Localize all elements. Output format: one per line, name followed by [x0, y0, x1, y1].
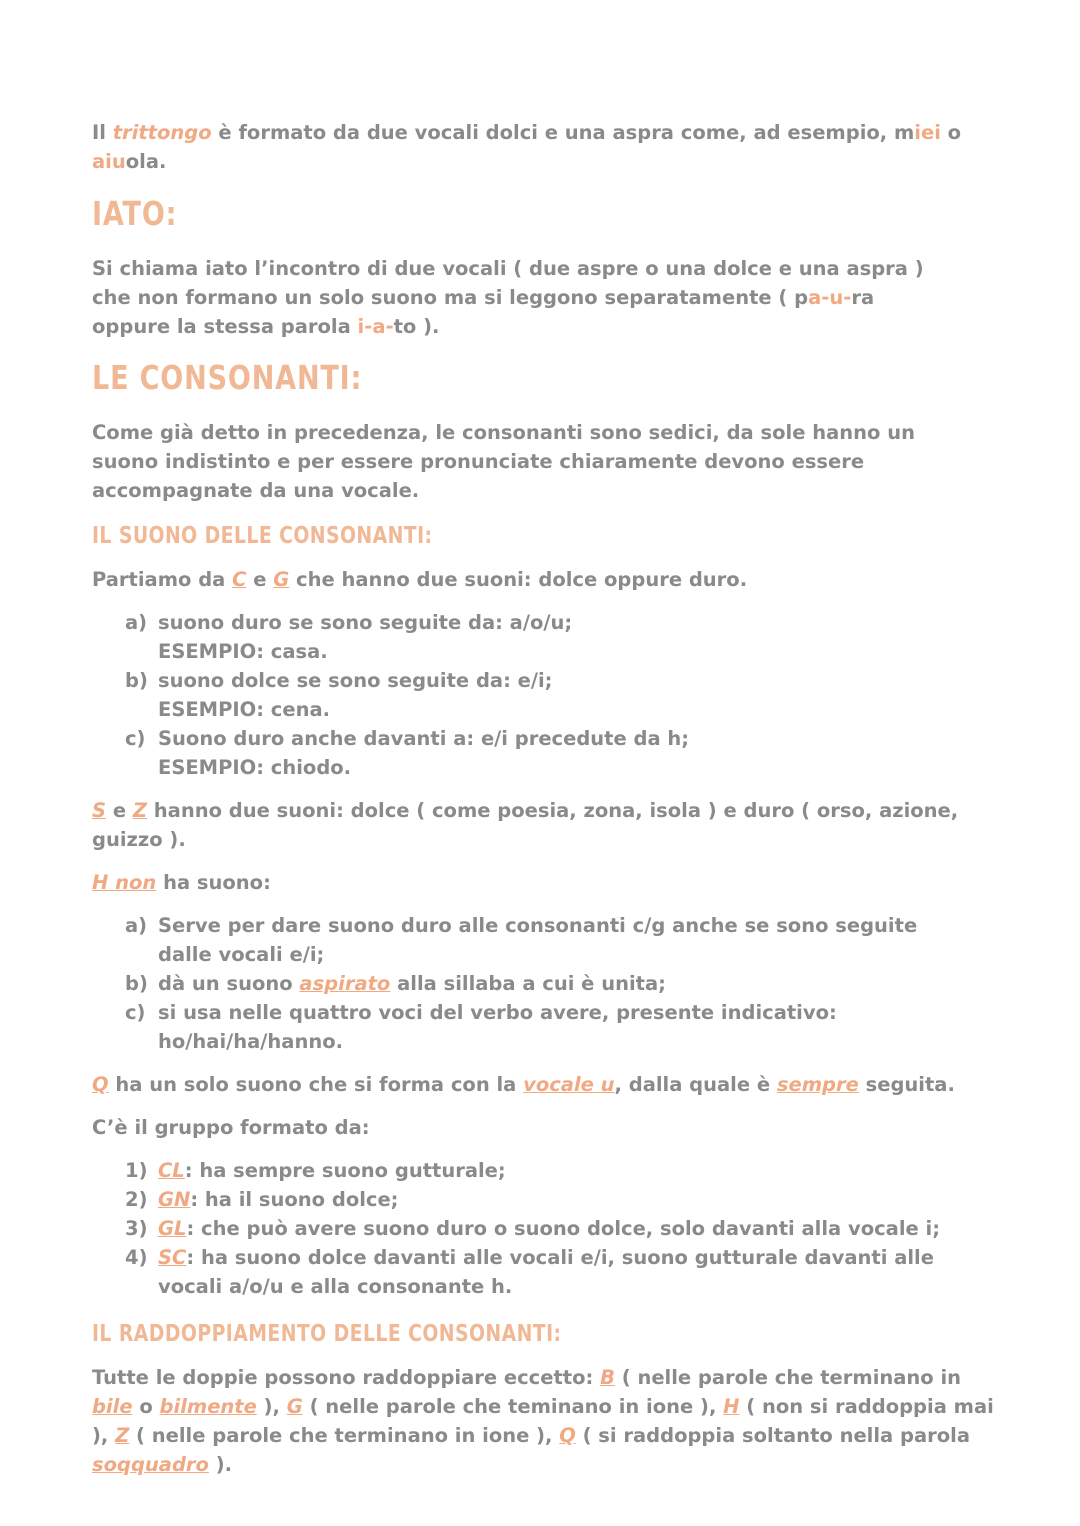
text: o: [132, 1395, 160, 1418]
list-item: [92, 608, 1002, 666]
term-sempre: sempre: [776, 1073, 859, 1096]
text: suono dolce se sono seguite da: e/i;: [158, 669, 553, 692]
highlight-aiu: aiu: [92, 150, 126, 173]
text: che hanno due suoni: dolce oppure duro.: [289, 568, 748, 591]
text: Suono duro anche davanti a: e/i precedute da h;: [158, 727, 690, 750]
iato-line1: Si chiama iato l’incontro di due vocali ( due aspre o una dolce e una aspra ): [92, 257, 924, 280]
text: è formato da due vocali dolci e una aspra come, ad esempio, m: [211, 121, 915, 144]
text: dalle vocali e/i;: [158, 943, 325, 966]
text: vocali a/o/u e alla consonante h.: [158, 1275, 513, 1298]
heading-consonanti: LE CONSONANTI:: [92, 358, 363, 397]
list-marker: 2): [125, 1188, 148, 1211]
group-sc: SC: [158, 1246, 187, 1269]
consonanti-line2: suono indistinto e per essere pronunciate chiaramente devono essere: [92, 450, 865, 473]
list-item: [92, 998, 1002, 1056]
text: o: [940, 121, 962, 144]
letter-z: Z: [132, 799, 147, 822]
text: Il: [92, 121, 113, 144]
term-bile: bile: [92, 1395, 133, 1418]
group-cl: CL: [158, 1159, 185, 1182]
iato-line2: [92, 283, 1002, 312]
list-marker: b): [125, 972, 148, 995]
list-marker: a): [125, 914, 148, 937]
text: hanno due suoni: dolce ( come poesia, zona, isola ) e duro ( orso, azione,: [147, 799, 959, 822]
iato-line3: [92, 312, 1002, 341]
heading-suono: IL SUONO DELLE CONSONANTI:: [92, 523, 433, 549]
text: ( nelle parole che terminano in ione ),: [129, 1424, 560, 1447]
text: Serve per dare suono duro alle consonanti c/g anche se sono seguite: [158, 914, 918, 937]
cg-paragraph: [92, 565, 1002, 594]
text: ra: [851, 286, 875, 309]
raddoppiamento-line3: [92, 1421, 1002, 1450]
list-item: [92, 666, 1002, 724]
text: ESEMPIO: casa.: [158, 640, 328, 663]
text: dà un suono: [158, 972, 300, 995]
q-paragraph: [92, 1070, 1002, 1099]
list-item: [92, 969, 1002, 998]
letter-q: Q: [559, 1424, 576, 1447]
letter-g: G: [286, 1395, 303, 1418]
gruppo-list: [92, 1156, 1002, 1301]
list-item: [92, 1243, 1002, 1301]
text: ha un solo suono che si forma con la: [108, 1073, 524, 1096]
sz-line2: guizzo ).: [92, 828, 186, 851]
text: to ).: [393, 315, 440, 338]
term-trittongo: trittongo: [112, 121, 212, 144]
list-item: [92, 911, 1002, 969]
text: suono duro se sono seguite da: a/o/u;: [158, 611, 573, 634]
letter-b: B: [600, 1366, 615, 1389]
group-gn: GN: [158, 1188, 191, 1211]
text: ( non si raddoppia mai: [739, 1395, 994, 1418]
letter-z: Z: [115, 1424, 130, 1447]
text: : che può avere suono duro o suono dolce, solo davanti alla vocale i;: [186, 1217, 941, 1240]
list-marker: c): [125, 1001, 146, 1024]
text: ha suono:: [156, 871, 271, 894]
trittongo-line2: [92, 147, 1002, 176]
group-gl: GL: [158, 1217, 187, 1240]
text: ola.: [125, 150, 167, 173]
text: ),: [256, 1395, 287, 1418]
text: si usa nelle quattro voci del verbo avere, presente indicativo:: [158, 1001, 837, 1024]
term-soqquadro: soqquadro: [92, 1453, 209, 1476]
list-item: [92, 1156, 1002, 1185]
text: , dalla quale è: [614, 1073, 777, 1096]
text: ).: [208, 1453, 233, 1476]
heading-raddoppiamento: IL RADDOPPIAMENTO DELLE CONSONANTI:: [92, 1321, 562, 1347]
consonanti-line1: Come già detto in precedenza, le consonanti sono sedici, da sole hanno un: [92, 421, 915, 444]
text: ESEMPIO: chiodo.: [158, 756, 352, 779]
text: oppure la stessa parola: [92, 315, 358, 338]
letter-c: C: [232, 568, 247, 591]
list-marker: 4): [125, 1246, 148, 1269]
list-marker: 3): [125, 1217, 148, 1240]
text: ( si raddoppia soltanto nella parola: [575, 1424, 970, 1447]
consonanti-line3: accompagnate da una vocale.: [92, 479, 420, 502]
text: ( nelle parole che terminano in: [614, 1366, 962, 1389]
text: : ha il suono dolce;: [190, 1188, 399, 1211]
heading-iato: IATO:: [92, 194, 178, 233]
highlight-a-u: a-u-: [808, 286, 852, 309]
letter-q: Q: [92, 1073, 109, 1096]
text: : ha suono dolce davanti alle vocali e/i, suono gutturale davanti alle: [186, 1246, 934, 1269]
term-vocale-u: vocale u: [523, 1073, 615, 1096]
cg-list: [92, 608, 1002, 782]
list-marker: 1): [125, 1159, 148, 1182]
text: ESEMPIO: cena.: [158, 698, 331, 721]
trittongo-paragraph: [92, 118, 1002, 147]
h-list: [92, 911, 1002, 1056]
raddoppiamento-line2: [92, 1392, 1002, 1421]
text: alla sillaba a cui è unita;: [390, 972, 666, 995]
text: che non formano un solo suono ma si leggono separatamente ( p: [92, 286, 809, 309]
highlight-i-a: i-a-: [357, 315, 394, 338]
text: : ha sempre suono gutturale;: [184, 1159, 506, 1182]
list-marker: c): [125, 727, 146, 750]
text: seguita.: [858, 1073, 955, 1096]
list-marker: a): [125, 611, 148, 634]
text: e: [246, 568, 274, 591]
letter-h-non: H non: [92, 871, 157, 894]
list-marker: b): [125, 669, 148, 692]
list-item: [92, 1214, 1002, 1243]
document-page: [92, 118, 1002, 1479]
text: Partiamo da: [92, 568, 233, 591]
text: Tutte le doppie possono raddoppiare eccetto:: [92, 1366, 601, 1389]
text: ( nelle parole che teminano in ione ),: [302, 1395, 724, 1418]
highlight-iei: iei: [914, 121, 941, 144]
letter-h: H: [723, 1395, 740, 1418]
list-item: [92, 724, 1002, 782]
term-aspirato: aspirato: [299, 972, 391, 995]
term-bilmente: bilmente: [159, 1395, 257, 1418]
text: ho/hai/ha/hanno.: [158, 1030, 344, 1053]
h-paragraph: [92, 868, 1002, 897]
sz-paragraph: [92, 796, 1002, 825]
list-item: [92, 1185, 1002, 1214]
text: ),: [92, 1424, 116, 1447]
raddoppiamento-line1: [92, 1363, 1002, 1392]
letter-g: G: [273, 568, 290, 591]
text: e: [106, 799, 133, 822]
raddoppiamento-line4: [92, 1450, 1002, 1479]
gruppo-paragraph: C’è il gruppo formato da:: [92, 1116, 370, 1139]
letter-s: S: [92, 799, 107, 822]
